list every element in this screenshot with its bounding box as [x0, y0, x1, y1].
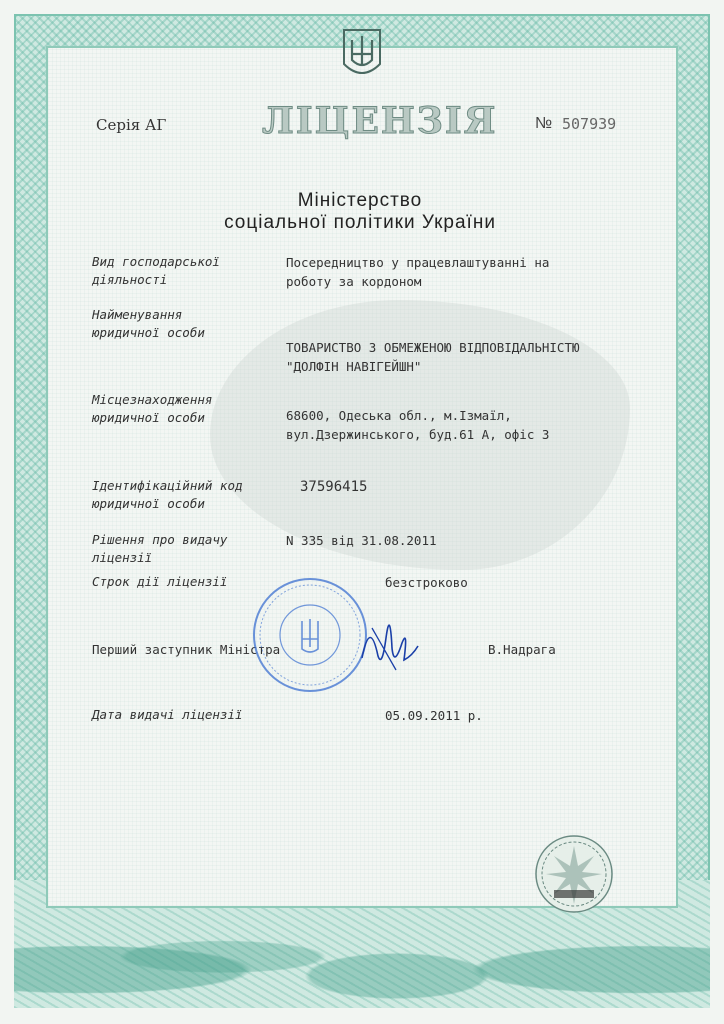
decision-value: N 335 від 31.08.2011 [286, 533, 437, 548]
trident-emblem-icon [340, 26, 384, 82]
code-value: 37596415 [300, 479, 368, 495]
decision-label-line-1: Рішення про видачу [92, 532, 228, 547]
activity-label-line-2: діяльності [92, 272, 168, 287]
code-label-line-1: Ідентифікаційний код [92, 478, 243, 493]
signature [352, 598, 422, 678]
activity-value-line-1: Посередництво у працевлаштуванні на [286, 255, 550, 270]
location-value-line-1: 68600, Одеська обл., м.Ізмаїл, [286, 408, 512, 423]
decision-label [92, 531, 227, 567]
issuer-line-1: Міністерство [297, 190, 423, 211]
signer-position: Перший заступник Міністра [92, 642, 281, 657]
location-label-line-2: юридичної особи [92, 410, 205, 425]
term-value: безстроково [385, 575, 468, 590]
name-value [286, 338, 580, 376]
code-label-line-2: юридичної особи [92, 496, 205, 511]
name-value-line-2: "ДОЛФІН НАВІГЕЙШН" [286, 359, 422, 374]
issuer-name [160, 190, 560, 234]
code-label [92, 477, 243, 513]
name-label-line-2: юридичної особи [92, 325, 205, 340]
document-title: ЛІЦЕНЗІЯ [262, 100, 498, 142]
hologram-seal [532, 832, 616, 916]
location-label-line-1: Місцезнаходження [92, 392, 213, 407]
issue-date-label: Дата видачі ліцензії [92, 707, 243, 722]
license-number: 507939 [562, 115, 617, 133]
location-value-line-2: вул.Дзержинського, буд.61 А, офіс 3 [286, 427, 550, 442]
name-value-line-1: ТОВАРИСТВО З ОБМЕЖЕНОЮ ВІДПОВІДАЛЬНІСТЮ [286, 340, 580, 355]
issue-date-value: 05.09.2011 р. [385, 708, 483, 723]
term-label: Строк дії ліцензії [92, 574, 228, 589]
number-sign: № [535, 115, 553, 132]
activity-value [286, 253, 549, 291]
activity-value-line-2: роботу за кордоном [286, 274, 422, 289]
issuer-line-2: соціальної політики України [224, 212, 496, 233]
signer-name: В.Надрага [488, 642, 556, 657]
name-label-line-1: Найменування [92, 307, 183, 322]
activity-label [92, 253, 220, 289]
series-label: Серія АГ [96, 116, 167, 134]
name-label [92, 306, 205, 342]
location-label [92, 391, 212, 427]
activity-label-line-1: Вид господарської [92, 254, 220, 269]
decision-label-line-2: ліцензії [92, 550, 153, 565]
location-value [286, 406, 549, 444]
